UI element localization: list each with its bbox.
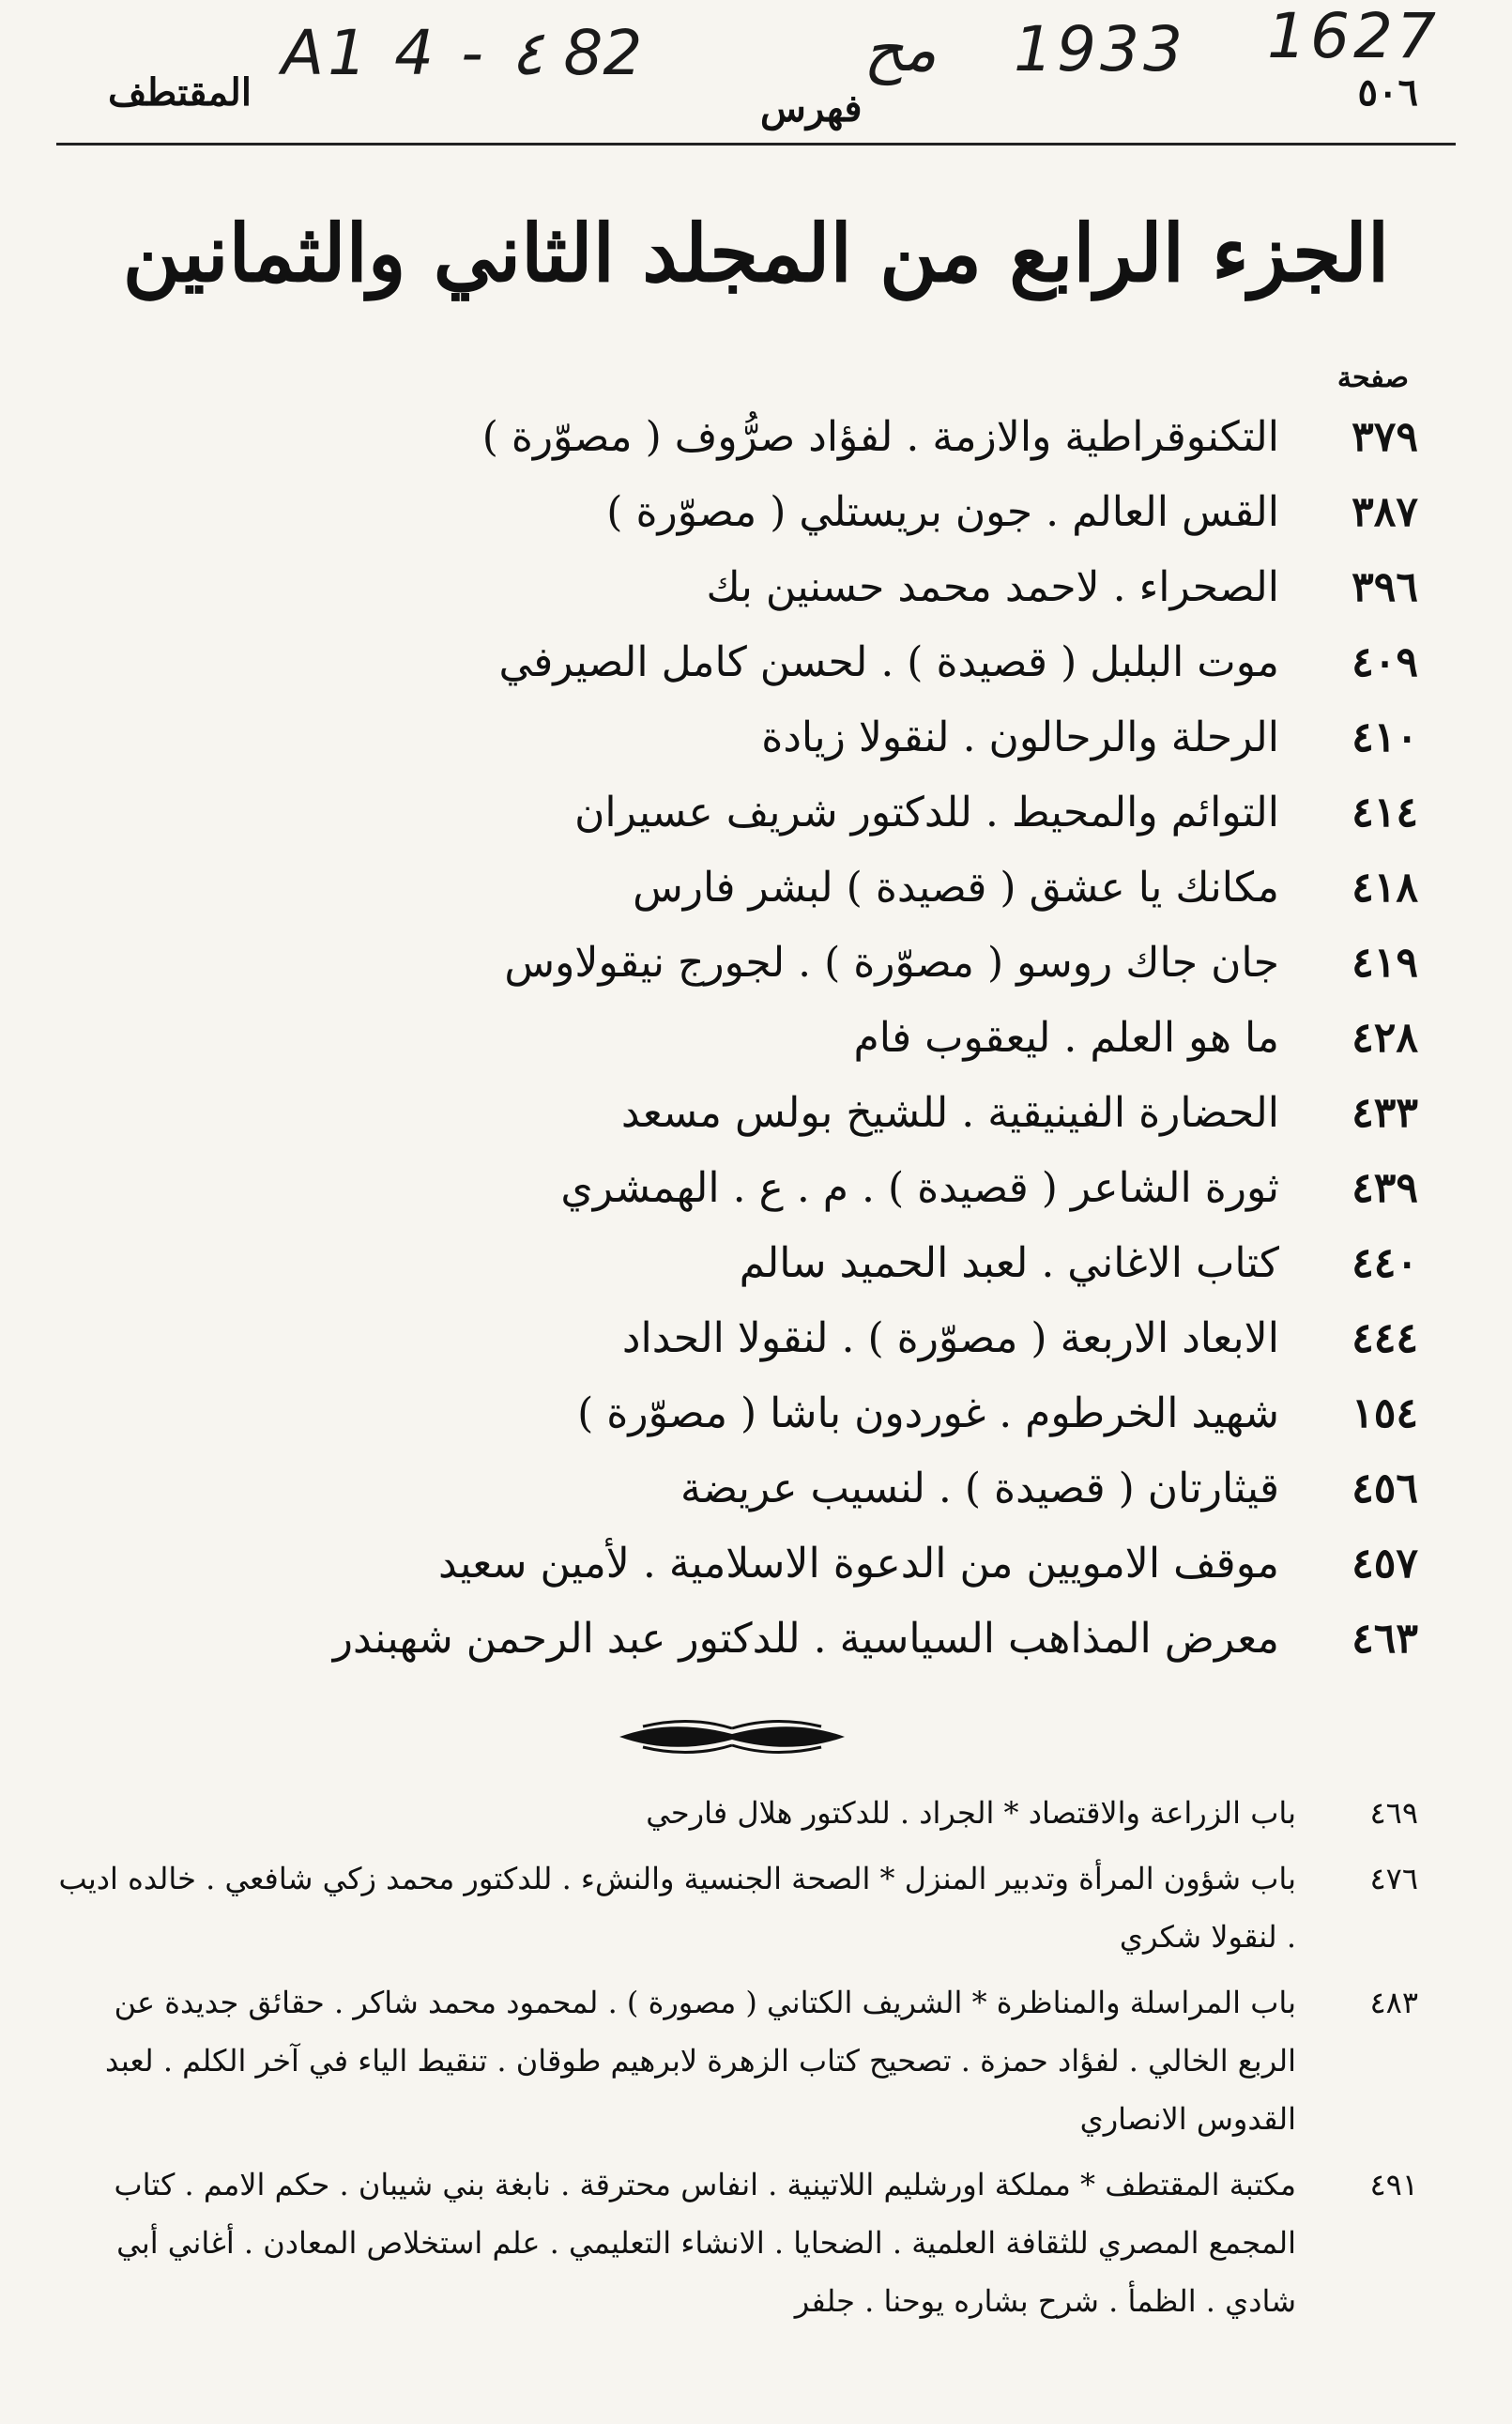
toc-title: الابعاد الاربعة ( مصوّرة ) . لنقولا الحداد xyxy=(621,1313,1279,1362)
section-page: ٤٦٩ xyxy=(1369,1795,1418,1831)
section-text: مكتبة المقتطف * مملكة اورشليم اللاتينية . انفاس محترقة . نابغة بني شيبان . حكم الامم . كتاب المجمع المصري للثقافة العلمية . الضحايا . الانشاء التعليمي . علم استخلاص المعادن . أغاني أبي شادي . الظمأ . شرح بشاره يوحنا . جلفر xyxy=(114,2167,1296,2319)
toc-title: جان جاك روسو ( مصوّرة ) . لجورج نيقولاوس xyxy=(504,938,1279,987)
toc-page: ٤٢٨ xyxy=(1352,1013,1418,1062)
toc-title: موت البلبل ( قصيدة ) . لحسن كامل الصيرفي xyxy=(498,637,1279,686)
toc-entry xyxy=(245,1450,1418,1526)
section-page: ٤٨٣ xyxy=(1369,1985,1418,2020)
toc-entry xyxy=(245,1300,1418,1375)
section-text: باب المراسلة والمناظرة * الشريف الكتاني ( مصورة ) . لمحمود محمد شاكر . حقائق جديدة عن الربع الخالي . لفؤاد حمزة . تصحيح كتاب الزهرة لابرهيم طوقان . تنقيط الياء في آخر الكلم . لعبد القدوس الانصاري xyxy=(105,1985,1296,2137)
page-header xyxy=(0,0,1512,146)
toc-page: ٤١٠ xyxy=(1352,713,1418,761)
section-entry xyxy=(48,1973,1437,2148)
page-column-header: صفحة xyxy=(1336,361,1409,394)
toc-entry xyxy=(245,1375,1418,1450)
toc-page: ٣٩٦ xyxy=(1352,562,1418,611)
table-of-contents xyxy=(245,399,1418,1676)
toc-title: التوائم والمحيط . للدكتور شريف عسيران xyxy=(574,788,1279,836)
toc-title: التكنوقراطية والازمة . لفؤاد صرُّوف ( مصوّرة ) xyxy=(481,412,1279,461)
page-number: ٥٠٦ xyxy=(1357,70,1418,115)
toc-title: شهيد الخرطوم . غوردون باشا ( مصوّرة ) xyxy=(577,1388,1279,1437)
toc-title: الصحراء . لاحمد محمد حسنين بك xyxy=(706,562,1279,611)
toc-page: ٤٤٠ xyxy=(1352,1238,1418,1287)
toc-page: ٤٤٤ xyxy=(1352,1313,1418,1362)
toc-entry xyxy=(245,850,1418,925)
toc-title: القس العالم . جون بريستلي ( مصوّرة ) xyxy=(606,487,1279,536)
handwritten-note: مح xyxy=(863,13,937,85)
toc-entry xyxy=(245,925,1418,1000)
toc-title: قيثارتان ( قصيدة ) . لنسيب عريضة xyxy=(680,1464,1279,1512)
toc-title: ما هو العلم . ليعقوب فام xyxy=(853,1013,1279,1062)
page-title: الجزء الرابع من المجلد الثاني والثمانين xyxy=(122,207,1390,299)
toc-page: ٤٣٩ xyxy=(1352,1163,1418,1212)
section-entry xyxy=(48,1784,1437,1842)
toc-page: ٤٠٩ xyxy=(1352,637,1418,686)
toc-entry xyxy=(245,399,1418,474)
toc-title: معرض المذاهب السياسية . للدكتور عبد الرحمن شهبندر xyxy=(332,1614,1279,1663)
toc-entry xyxy=(245,1075,1418,1150)
handwritten-number: 1627 xyxy=(1267,0,1440,72)
toc-title: مكانك يا عشق ( قصيدة ) لبشر فارس xyxy=(633,863,1279,912)
toc-page: ٤٣٣ xyxy=(1352,1088,1418,1137)
toc-title: موقف الامويين من الدعوة الاسلامية . لأمين سعيد xyxy=(437,1539,1279,1588)
ornament-divider-icon xyxy=(615,1713,849,1760)
toc-entry xyxy=(245,775,1418,850)
toc-page: ٣٧٩ xyxy=(1352,412,1418,461)
toc-entry xyxy=(245,1526,1418,1601)
toc-page: ٤٦٣ xyxy=(1352,1614,1418,1663)
toc-entry xyxy=(245,699,1418,775)
toc-title: كتاب الاغاني . لعبد الحميد سالم xyxy=(739,1238,1279,1287)
header-rule xyxy=(56,143,1456,146)
section-text: باب شؤون المرأة وتدبير المنزل * الصحة الجنسية والنشء . للدكتور محمد زكي شافعي . خالده اديب . لنقولا شكري xyxy=(58,1861,1296,1955)
section-entry xyxy=(48,1849,1437,1966)
section-page: ٤٧٦ xyxy=(1369,1861,1418,1896)
toc-page: ٣٨٧ xyxy=(1352,487,1418,536)
toc-page: ٤٥٧ xyxy=(1352,1539,1418,1588)
toc-entry xyxy=(245,1601,1418,1676)
toc-page: ٤١٨ xyxy=(1352,863,1418,912)
toc-entry xyxy=(245,624,1418,699)
toc-entry xyxy=(245,1225,1418,1300)
toc-entry xyxy=(245,1000,1418,1075)
toc-page: ١٥٤ xyxy=(1352,1388,1418,1437)
toc-page: ٤٥٦ xyxy=(1352,1464,1418,1512)
handwritten-year: 1933 xyxy=(1014,13,1186,85)
index-label: فهرس xyxy=(760,86,863,130)
toc-entry xyxy=(245,474,1418,549)
section-entry xyxy=(48,2156,1437,2330)
toc-page: ٤١٤ xyxy=(1352,788,1418,836)
toc-entry xyxy=(245,1150,1418,1225)
section-text: باب الزراعة والاقتصاد * الجراد . للدكتور هلال فارحي xyxy=(646,1795,1296,1831)
toc-title: الرحلة والرحالون . لنقولا زيادة xyxy=(761,713,1279,761)
section-page: ٤٩١ xyxy=(1369,2167,1418,2202)
sections-list xyxy=(48,1784,1437,2338)
toc-title: ثورة الشاعر ( قصيدة ) . م . ع . الهمشري xyxy=(560,1163,1279,1212)
toc-entry xyxy=(245,549,1418,624)
toc-page: ٤١٩ xyxy=(1352,938,1418,987)
handwritten-note: A1 4 - ٤ 82 xyxy=(282,17,643,89)
journal-name: المقتطف xyxy=(108,70,252,115)
toc-title: الحضارة الفينيقية . للشيخ بولس مسعد xyxy=(620,1088,1279,1137)
